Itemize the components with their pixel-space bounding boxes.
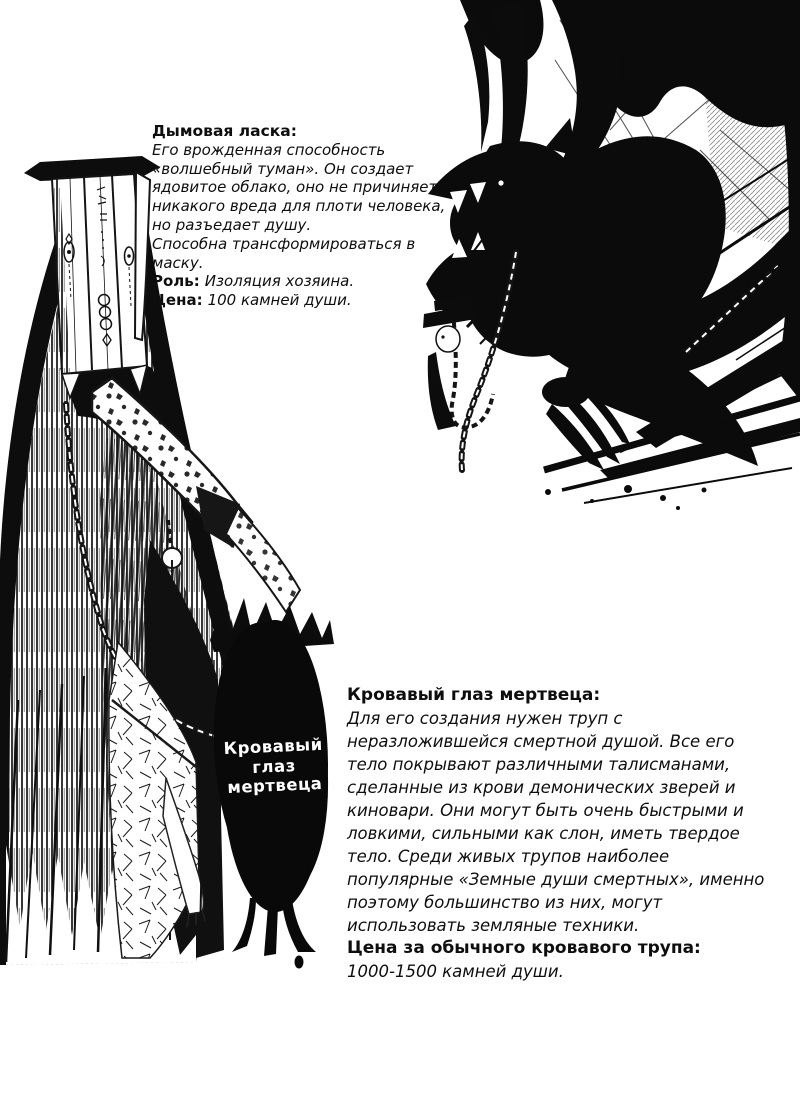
text-line: киновари. Они могут быть очень быстрыми и [347, 801, 744, 820]
bloody-eye-panel-text [347, 684, 797, 983]
text-line: популярные «Земные души смертных», именно [347, 870, 765, 889]
text-line: Для его создания нужен труп с [347, 709, 623, 728]
text-line: использовать земляные техники. [347, 916, 640, 935]
text-line: Его врожденная способность [152, 140, 386, 159]
text-line: Способна трансформироваться в [152, 234, 416, 253]
text-line: сделанные из крови демонических зверей и [347, 778, 736, 797]
text-line: неразложившейся смертной душой. Все его [347, 732, 735, 751]
text-line: ловкими, сильными как слон, иметь твердое [347, 824, 740, 843]
oval-caption-line: Кровавый [223, 734, 324, 759]
text-line: тело покрывают различными талисманами, [347, 755, 731, 774]
role-label: Роль: [152, 272, 200, 291]
text-line: маску. [152, 253, 204, 272]
panel-title: Дымовая ласка: [152, 122, 297, 140]
panel-title: Кровавый глаз мертвеца: [347, 685, 601, 705]
price-value: 1000-1500 камней души. [347, 962, 564, 981]
role-line [152, 272, 457, 291]
smoke-beast-art [423, 0, 800, 510]
text-line: ядовитое облако, оно не причиняет [152, 178, 438, 197]
role-value: Изоляция хозяина. [204, 272, 355, 291]
text-line: поэтому большинство из них, могут [347, 893, 663, 912]
beast-eye [498, 180, 503, 185]
text-line: никакого вреда для плоти человека, [152, 197, 446, 216]
text-line: «волшебный туман». Он создает [152, 159, 414, 178]
price-label: Цена за обычного кровавого трупа: [347, 938, 701, 958]
ink-splatter [545, 474, 707, 511]
oval-caption [212, 734, 336, 798]
text-line: но разъедает душу. [152, 215, 312, 234]
smoke-weasel-panel-text [152, 122, 457, 310]
oval-caption-line: мертвеца [226, 773, 323, 798]
price-value: 100 камней души. [207, 291, 352, 310]
price-label: Цена: [152, 291, 203, 310]
ink-droplet [295, 956, 304, 969]
text-line: тело. Среди живых трупов наиболее [347, 847, 670, 866]
oval-caption-line: глаз [251, 755, 297, 777]
price-line [152, 291, 457, 310]
